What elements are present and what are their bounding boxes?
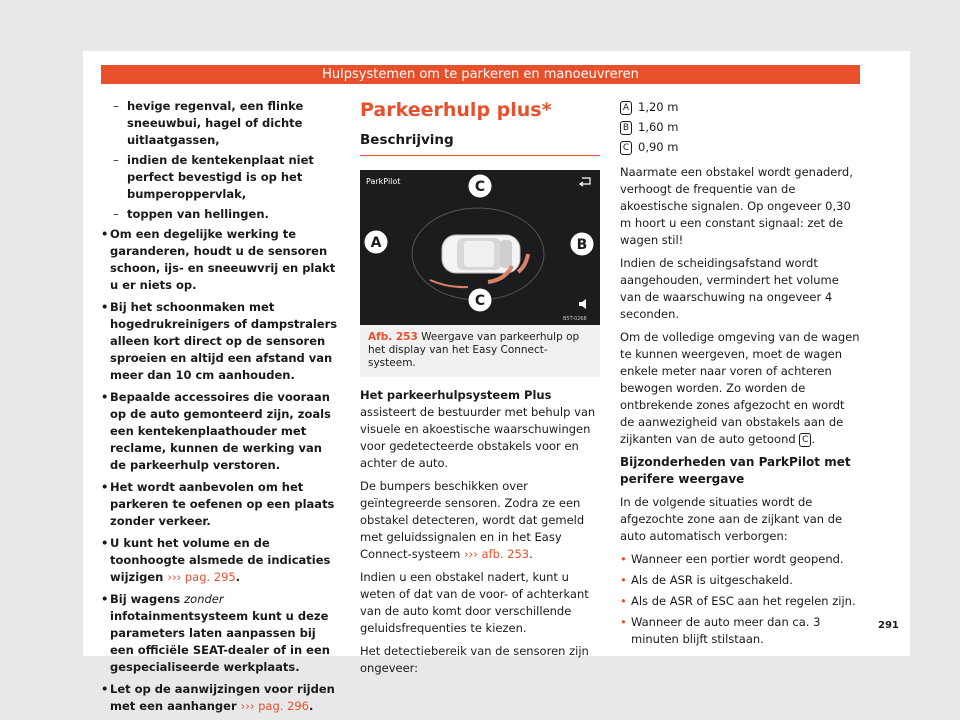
paragraph-text: De bumpers beschikken over geïntegreerde sensoren. Zodra ze een obstakel detecteren, wordt dat gemeld met geluidssignalen en in het Easy Connect-systeem <box>360 479 585 561</box>
label-a <box>364 230 388 254</box>
bullet-text: Let op de aanwijzingen voor rijden met een aanhanger <box>110 682 335 713</box>
figure-ref-link[interactable]: ››› afb. 253 <box>464 547 530 561</box>
bullet-item: • Let op de aanwijzingen voor rijden met een aanhanger ››› pag. 296. <box>101 681 339 715</box>
subheading: Bijzonderheden van ParkPilot met perifere weergave <box>620 455 851 486</box>
bullet-item: • Om een degelijke werking te garanderen, houdt u de sensoren schoon, ijs- en sneeuwvrij en plakt u er niets op. <box>101 226 339 294</box>
label-c-text: C <box>474 179 486 195</box>
chapter-header: Hulpsystemen om te parkeren en manoeuvreren <box>101 65 860 84</box>
label-a-text: A <box>370 235 382 251</box>
label-b-text: B <box>576 237 588 253</box>
paragraph <box>360 387 600 472</box>
bullet-item: • Wanneer een portier wordt geopend. <box>620 551 860 568</box>
emphasis: zonder <box>184 592 224 606</box>
dash-item: – hevige regenval, een flinke sneeuwbui, hagel of dichte uitlaatgassen, <box>101 98 339 149</box>
parkpilot-figure <box>360 170 600 325</box>
bullet-item: • Het wordt aanbevolen om het parkeren te oefenen op een plaats zonder verkeer. <box>101 479 339 530</box>
bullet-text: Bij wagens <box>110 592 181 606</box>
caption-text: Weergave van parkeerhulp op het display van het Easy Connect-systeem. <box>368 331 580 369</box>
paragraph-text: assisteert de bestuurder met behulp van visuele en akoestische waarschuwingen voor gedetecteerde obstakels voor en achter de auto. <box>360 405 596 470</box>
bullet-text: U kunt het volume en de toonhoogte alsmede de indicaties wijzigen <box>110 536 331 584</box>
legend-item <box>620 118 860 136</box>
page-ref-link[interactable]: ››› pag. 295 <box>167 570 236 584</box>
label-c-bottom <box>468 288 492 312</box>
caption-label: Afb. 253 <box>368 331 418 343</box>
bullet-item: • Wanneer de auto meer dan ca. 3 minuten blijft stilstaan. <box>620 614 860 648</box>
bullet-text: infotainmentsysteem kunt u deze parameters laten aanpassen bij een officiële SEAT-dealer of in een gespecialiseerde werkplaats. <box>110 609 330 674</box>
legend-value: 0,90 m <box>638 140 679 154</box>
section-subtitle: Beschrijving <box>360 130 600 156</box>
bold-term: Het parkeerhulpsysteem Plus <box>360 388 552 402</box>
page-ref-link[interactable]: ››› pag. 296 <box>240 699 310 713</box>
bullet-item: • Bij het schoonmaken met hogedrukreinigers of dampstralers alleen kort direct op de sensoren sproeien en altijd een afstand van meer dan 10 cm aanhouden. <box>101 299 339 384</box>
right-column <box>620 98 860 652</box>
legend-marker: B <box>620 121 632 135</box>
legend-item <box>620 98 860 116</box>
page-number: 291 <box>878 620 899 631</box>
legend-value: 1,60 m <box>638 120 679 134</box>
paragraph: Indien de scheidingsafstand wordt aangehouden, vermindert het volume van de waarschuwing na ongeveer 4 seconden. <box>620 256 839 321</box>
figure-code: B5T-0268 <box>563 316 587 322</box>
legend-marker: C <box>620 141 632 155</box>
legend-item <box>620 138 860 156</box>
bullet-item: • U kunt het volume en de toonhoogte alsmede de indicaties wijzigen ››› pag. 295. <box>101 535 339 586</box>
paragraph: Om de volledige omgeving van de wagen te kunnen weergeven, moet de wagen enkele meter naar voren of achteren bewogen worden. Zo worden de ontbrekende zones afgezocht en wordt de aanwezigheid van obstakels aan de zijkanten van de auto getoond C . <box>620 330 860 446</box>
parkpilot-display <box>360 170 600 325</box>
dash-item: – toppen van hellingen. <box>101 206 339 223</box>
legend-value: 1,20 m <box>638 100 679 114</box>
section-title: Parkeerhulp plus* <box>360 99 552 121</box>
car-top-view <box>442 235 520 273</box>
screen-title: ParkPilot <box>366 177 401 186</box>
paragraph: Indien u een obstakel nadert, kunt u weten of dat van de voor- of achterkant van de auto komt door verschillende geluidsfrequenties te kiezen. <box>360 570 589 635</box>
dash-item: – indien de kentekenplaat niet perfect bevestigd is op het bumperoppervlak, <box>101 152 339 203</box>
bullet-item: • Als de ASR of ESC aan het regelen zijn. <box>620 593 860 610</box>
paragraph: Het detectiebereik van de sensoren zijn ongeveer: <box>360 644 589 675</box>
paragraph-text: Om de volledige omgeving van de wagen te kunnen weergeven, moet de wagen enkele meter naar voren of achteren bewogen worden. Zo worden de ontbrekende zones afgezocht en wordt de aanwezigheid van obstakels aan de zijkanten van de auto getoond <box>620 330 860 446</box>
inline-marker: C <box>799 433 811 447</box>
bullet-item: • Als de ASR is uitgeschakeld. <box>620 572 860 589</box>
bullet-item: • Bepaalde accessoires die vooraan op de auto gemonteerd zijn, zoals een kentekenplaathouder met reclame, kunnen de werking van de parkeerhulp verstoren. <box>101 389 339 474</box>
paragraph: In de volgende situaties wordt de afgezochte zone aan de zijkant van de auto automatisch verborgen: <box>620 495 843 543</box>
figure-caption <box>360 325 600 377</box>
bullet-item <box>101 591 339 676</box>
legend-marker: A <box>620 101 632 115</box>
middle-column <box>360 98 600 683</box>
paragraph: De bumpers beschikken over geïntegreerde sensoren. Zodra ze een obstakel detecteren, wordt dat gemeld met geluidssignalen en in het Easy Connect-systeem ››› afb. 253. <box>360 479 585 561</box>
label-b <box>570 232 594 256</box>
left-column <box>101 98 339 720</box>
label-c-text: C <box>474 293 486 309</box>
paragraph: Naarmate een obstakel wordt genaderd, verhoogt de frequentie van de akoestische signalen. Op ongeveer 0,30 m hoort u een constant signaal: zet de wagen stil! <box>620 165 853 247</box>
label-c-top <box>468 174 492 198</box>
